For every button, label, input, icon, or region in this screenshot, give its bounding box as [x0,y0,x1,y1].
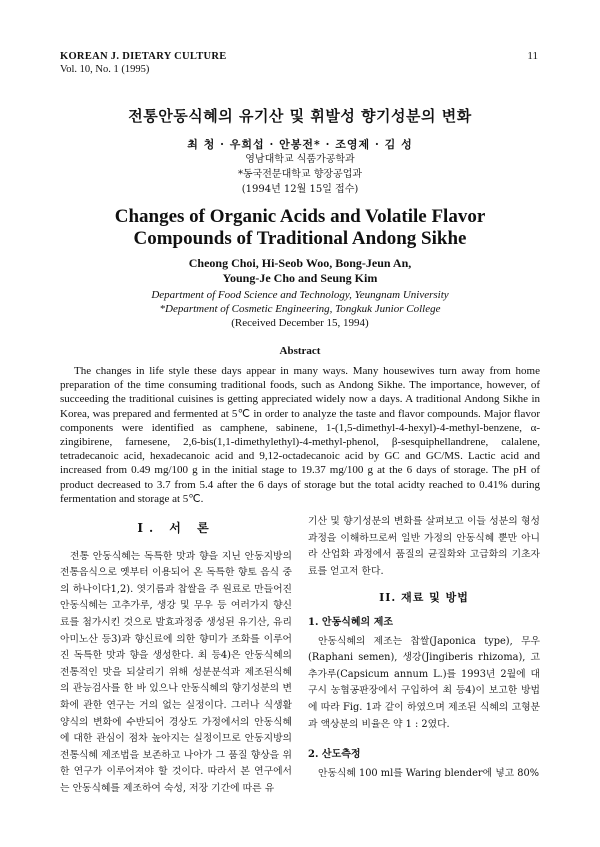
english-affiliations [0,288,600,330]
abstract-text: The changes in life style these days appear in many ways. Many housewives turn away from home preparation of the time consuming traditional foods, such as Andong Sikhe. The importance, however, of succeeding the traditional cuisines is getting appreciated widely now a days. A traditional Andong Sikhe in Korea, was prepared and fermented at 5℃ in order to analyze the taste and flavor compounds. Major flavor components were identified as camphene, sabinene, 1-(1,5-dimethyl-4-hexyl)-4-methyl-benzene, α-zingibirene, farnesene, 2,6-bis(1,1-dimethylethyl)-4-methyl-phenol, β-sesquiphellandrene, calalene, tetradecanoic acid, hexadecanoic acid and 9,12-octadecanoic acid by GC and GC/MS. Lactic acid and increased from 0.49 mg/100 g in the initial stage to 19.37 mg/100 g at the 6 days of storage. The pH of product decreased to 3.7 from 5.4 after the 6 days of storage but the total acidty reached to 0.41% during fermentation and storage at 5℃. [60,365,540,505]
introduction-continuation: 기산 및 향기성분의 변화를 살펴보고 이들 성분의 형성과정을 이해하므로써 일반 가정의 안동식혜 뿐만 아니라 산업화 과정에서 품질의 균질화와 고급화의 기초자료를 얻고저 한다. [308,516,540,577]
english-title-line-2: Compounds of Traditional Andong Sikhe [133,228,467,249]
korean-received-date: (1994년 12월 15일 접수) [241,184,359,195]
journal-name: KOREAN J. DIETARY CULTURE [60,51,227,62]
left-column [60,514,292,798]
english-authors-line-2: Young-Je Cho and Seung Kim [222,271,378,285]
korean-title: 전통안동식혜의 유기산 및 휘발성 향기성분의 변화 [128,107,472,125]
section-1-heading: I. 서 론 [137,521,215,535]
english-received-date: (Received December 15, 1994) [231,317,369,329]
korean-affiliation-2: *동국전문대학교 향장공업과 [237,169,363,180]
korean-authors: 최 청 · 우희섭 · 안봉전* · 조영제 · 김 성 [187,138,413,151]
english-title-line-1: Changes of Organic Acids and Volatile Flavor [114,206,486,227]
english-authors [0,256,600,286]
korean-affiliation-1: 영남대학교 식품가공학과 [245,154,355,165]
subsection-1-heading: 1. 안동식혜의 제조 [308,616,394,628]
journal-info [60,50,227,76]
subsection-2-heading: 2. 산도측정 [308,749,361,761]
section-1-text: 전통 안동식혜는 독특한 맛과 향을 지닌 안동지방의 전통음식으로 옛부터 이용되어 온 독특한 향토 음식 중의 하나이다1,2). 엿기름과 찹쌀을 주 원료로 만들어진 안동식혜는 고추가루, 생강 및 무우 등 여러가지 향신료를 첨가시킨 것으로 발효과정중 생성된 유기산, 유리아미노산 등3)과 향신료에 의한 향미가 조화를 이루어진 독특한 맛과 향을 생성한다. 최 등4)은 안동식혜의 전통적인 맛을 되살리기 위해 성분분석과 제조된식혜의 관능검사를 한 바 있으나 안동식혜의 향기성분의 변화에 관한 연구는 거의 없는 실정이다. 그러나 식생활 양식의 변화에 수반되어 경상도 가정에서의 안동식혜에 대한 관심이 점차 높아지는 실정이므로 안동지방의 전통식혜 제조법을 보존하고 나아가 그 품질 향상을 위한 연구가 이루어져야 할 것이다. 따라서 본 연구에서는 안동식혜를 제조하여 숙성, 저장 기간에 따른 유 [60,550,292,794]
section-2-heading: II. 재료 및 방법 [379,591,469,605]
english-title [0,206,600,250]
page-number: 11 [527,50,538,62]
subsection-1-text: 안동식혜의 제조는 찹쌀(Japonica type), 무우(Raphani semen), 생강(Jingiberis rhizoma), 고추가루(Capsicum annum L.)를 1993년 2월에 대구시 농협공판장에서 구입하여 최 등4)이 보고한 방법에 따라 Fig. 1과 같이 하였으며 제조된 식혜의 고형분과 액상분의 비율은 약 1 : 2였다. [308,635,540,730]
journal-volume: Vol. 10, No. 1 (1995) [60,64,150,75]
abstract-heading: Abstract [279,345,321,357]
korean-affiliations [0,152,600,197]
right-column [308,514,540,782]
english-affiliation-1: Department of Food Science and Technology, Yeungnam University [151,289,449,301]
subsection-2-text: 안동식혜 100 ml를 Waring blender에 넣고 80% [318,767,540,779]
english-affiliation-2: *Department of Cosmetic Engineering, Tongkuk Junior College [159,303,441,315]
english-authors-line-1: Cheong Choi, Hi-Seob Woo, Bong-Jeun An, [188,256,412,270]
